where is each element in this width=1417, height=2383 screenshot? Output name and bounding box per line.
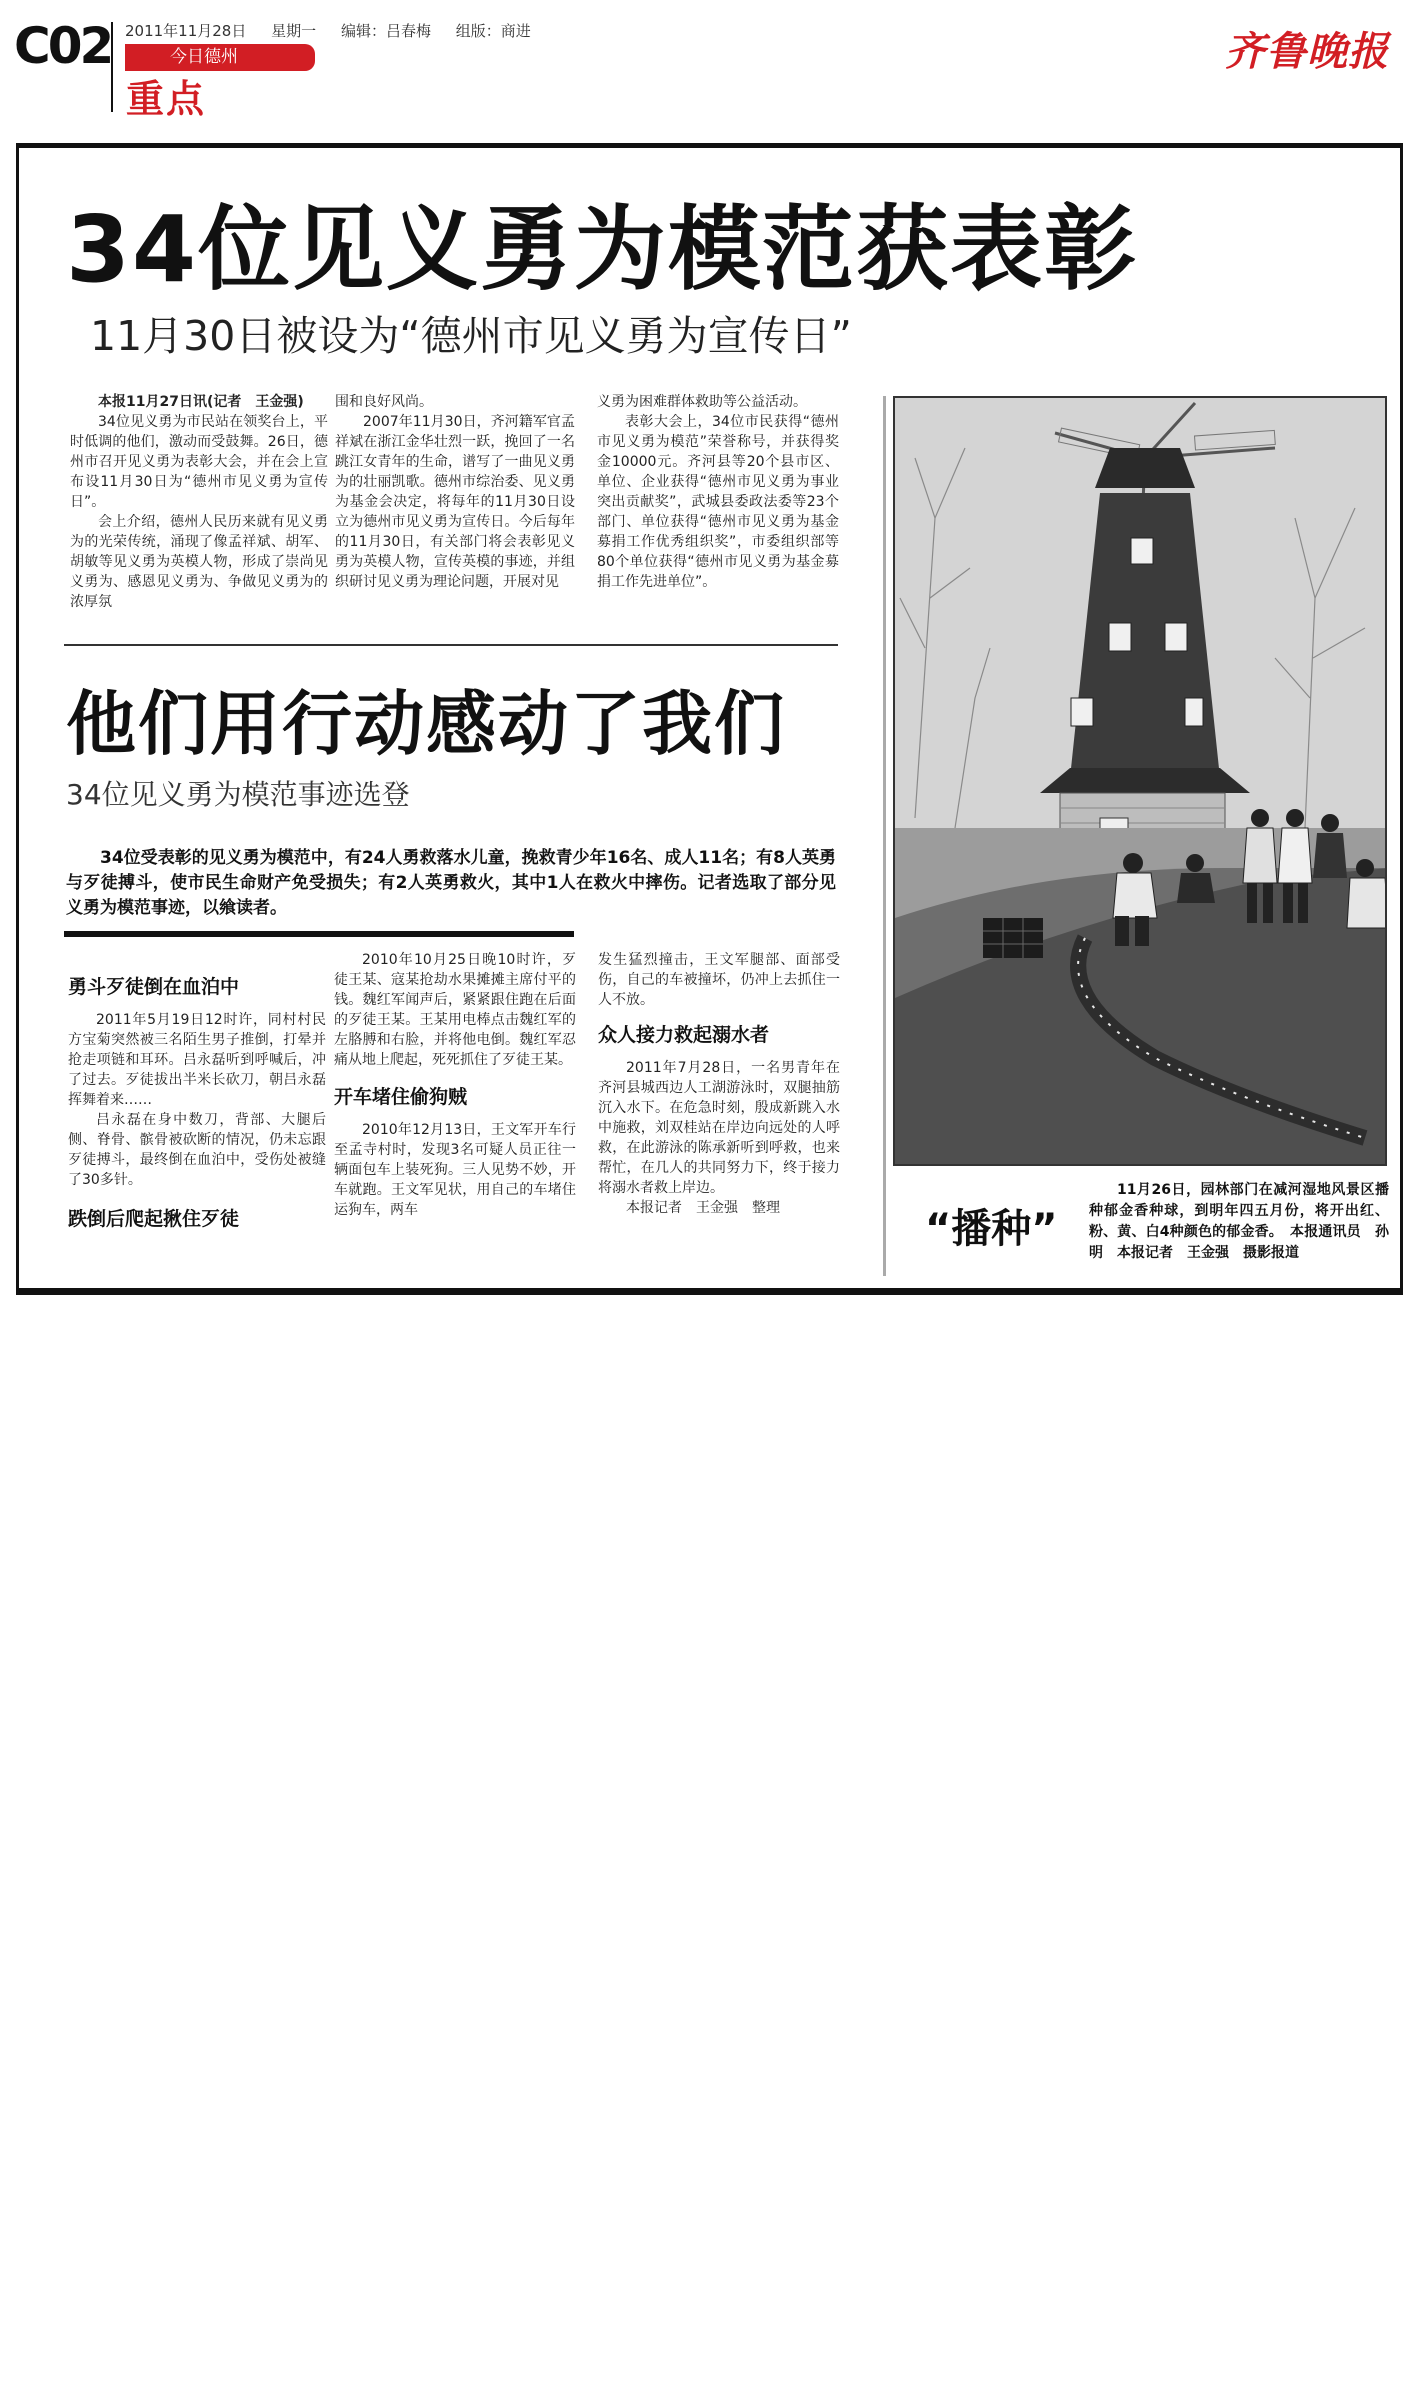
- main-headline: 34位见义勇为模范获表彰: [66, 196, 1139, 303]
- paragraph: 2010年10月25日晚10时许，歹徒王某、寇某抢劫水果摊摊主席付平的钱。魏红军闻声后，紧紧跟住跑在后面的歹徒王某。王某用电棒点击魏红军的左胳膊和右脸，并将他电倒。魏红军忍痛从地上爬起，死死抓住了歹徒王某。: [334, 952, 576, 1068]
- story1-title: 勇斗歹徒倒在血泊中: [68, 976, 240, 998]
- weekday: 星期一: [271, 22, 317, 40]
- story3-title: 开车堵住偷狗贼: [334, 1086, 468, 1108]
- paragraph: 2011年5月19日12时许，同村村民方宝菊突然被三名陌生男子推倒，打晕并抢走项链和耳环。吕永磊听到呼喊后，冲了过去。歹徒拔出半米长砍刀，朝吕永磊挥舞着来……: [68, 1012, 326, 1108]
- issue-date: 2011年11月28日: [125, 22, 247, 40]
- paragraph: 表彰大会上，34位市民获得“德州市见义勇为模范”荣誉称号，并获得奖金10000元。齐河县等20个县市区、单位、企业获得“德州市见义勇为事业突出贡献奖”，武城县委政法委等23个部门、单位获得“德州市见义勇为基金募捐工作优秀组织奖”，市委组织部等80个单位获得“德州市见义勇为基金募捐工作先进单位”。: [597, 414, 839, 590]
- article2-column-3: [598, 950, 840, 1218]
- newspaper-logo: 齐鲁晚报: [1225, 28, 1389, 75]
- article1-column-3: [597, 392, 839, 592]
- article1-column-1: [70, 392, 328, 612]
- paragraph: 吕永磊在身中数刀，背部、大腿后侧、脊骨、髌骨被砍断的情况，仍未忘跟歹徒搏斗，最终倒在血泊中，受伤处被缝了30多针。: [68, 1112, 326, 1188]
- photo-caption-text: 11月26日，园林部门在减河湿地风景区播种郁金香种球，到明年四五月份，将开出红、粉、黄、白4种颜色的郁金香。 本报通讯员 孙明 本报记者 王金强 摄影报道: [1089, 1182, 1389, 1261]
- secondary-subheadline: 34位见义勇为模范事迹选登: [66, 778, 410, 811]
- section-tag: 今日德州: [125, 44, 315, 71]
- header-divider: [111, 22, 113, 112]
- windmill-photo: [893, 396, 1387, 1166]
- paragraph: 2007年11月30日，齐河籍军官孟祥斌在浙江金华壮烈一跃，挽回了一名跳江女青年的生命，谱写了一曲见义勇为的壮丽凯歌。德州市综治委、见义勇为基金会决定，将每年的11月30日设立为德州市见义勇为宣传日。今后每年的11月30日，有关部门将会表彰见义勇为英模人物，宣传英模的事迹，并组织研讨见义勇为理论问题，开展对见: [335, 414, 575, 590]
- main-subheadline: 11月30日被设为“德州市见义勇为宣传日”: [90, 312, 852, 360]
- paragraph: 34位见义勇为市民站在领奖台上，平时低调的他们，激动而受鼓舞。26日，德州市召开见义勇为表彰大会，并在会上宣布设11月30日为“德州市见义勇为宣传日”。: [70, 414, 328, 510]
- article2-column-2: [334, 950, 576, 1220]
- photo-caption: [1089, 1180, 1389, 1264]
- article-divider: [64, 644, 838, 646]
- thick-rule: [64, 931, 574, 937]
- paragraph: 义勇为困难群体救助等公益活动。: [597, 394, 807, 410]
- paragraph: 围和良好风尚。: [335, 394, 433, 410]
- dateline: 本报11月27日讯(记者 王金强): [98, 394, 304, 410]
- paragraph: 2010年12月13日，王文军开车行至孟寺村时，发现3名可疑人员正往一辆面包车上装死狗。三人见势不妙，开车就跑。王文军见状，用自己的车堵住运狗车，两车: [334, 1122, 576, 1218]
- paragraph: 发生猛烈撞击，王文军腿部、面部受伤，自己的车被撞坏，仍冲上去抓住一人不放。: [598, 952, 840, 1008]
- page-number: C02: [14, 17, 112, 75]
- header-meta: [125, 20, 551, 41]
- photo-column-rule: [883, 396, 886, 1276]
- byline: 本报记者 王金强 整理: [626, 1200, 780, 1216]
- section-name: 重点: [126, 77, 207, 121]
- windmill-photo-illustration: [895, 398, 1387, 1166]
- story4-title: 众人接力救起溺水者: [598, 1024, 770, 1046]
- photo-caption-title: “播种”: [925, 1206, 1058, 1252]
- layout-credit: 组版：商进: [455, 22, 531, 40]
- paragraph: 2011年7月28日，一名男青年在齐河县城西边人工湖游泳时，双腿抽筋沉入水下。在危急时刻，殷成新跳入水中施救，刘双桂站在岸边向远处的人呼救，在此游泳的陈承新听到呼救，也来帮忙，在几人的共同努力下，终于接力将溺水者救上岸边。: [598, 1060, 840, 1196]
- paragraph: 会上介绍，德州人民历来就有见义勇为的光荣传统，涌现了像孟祥斌、胡军、胡敏等见义勇为英模人物，形成了崇尚见义勇为、感恩见义勇为、争做见义勇为的浓厚氛: [70, 514, 328, 610]
- summary-text: 34位受表彰的见义勇为模范中，有24人勇救落水儿童，挽救青少年16名、成人11名；有8人英勇与歹徒搏斗，使市民生命财产免受损失；有2人英勇救火，其中1人在救火中摔伤。记者选取了部分见义勇为模范事迹，以飨读者。: [66, 848, 836, 918]
- editor: 编辑：吕春梅: [340, 22, 431, 40]
- article1-column-2: [335, 392, 575, 592]
- article2-summary: [66, 846, 836, 921]
- story2-title: 跌倒后爬起揪住歹徒: [68, 1208, 240, 1230]
- secondary-headline: 他们用行动感动了我们: [66, 683, 786, 765]
- article2-column-1: [68, 966, 326, 1242]
